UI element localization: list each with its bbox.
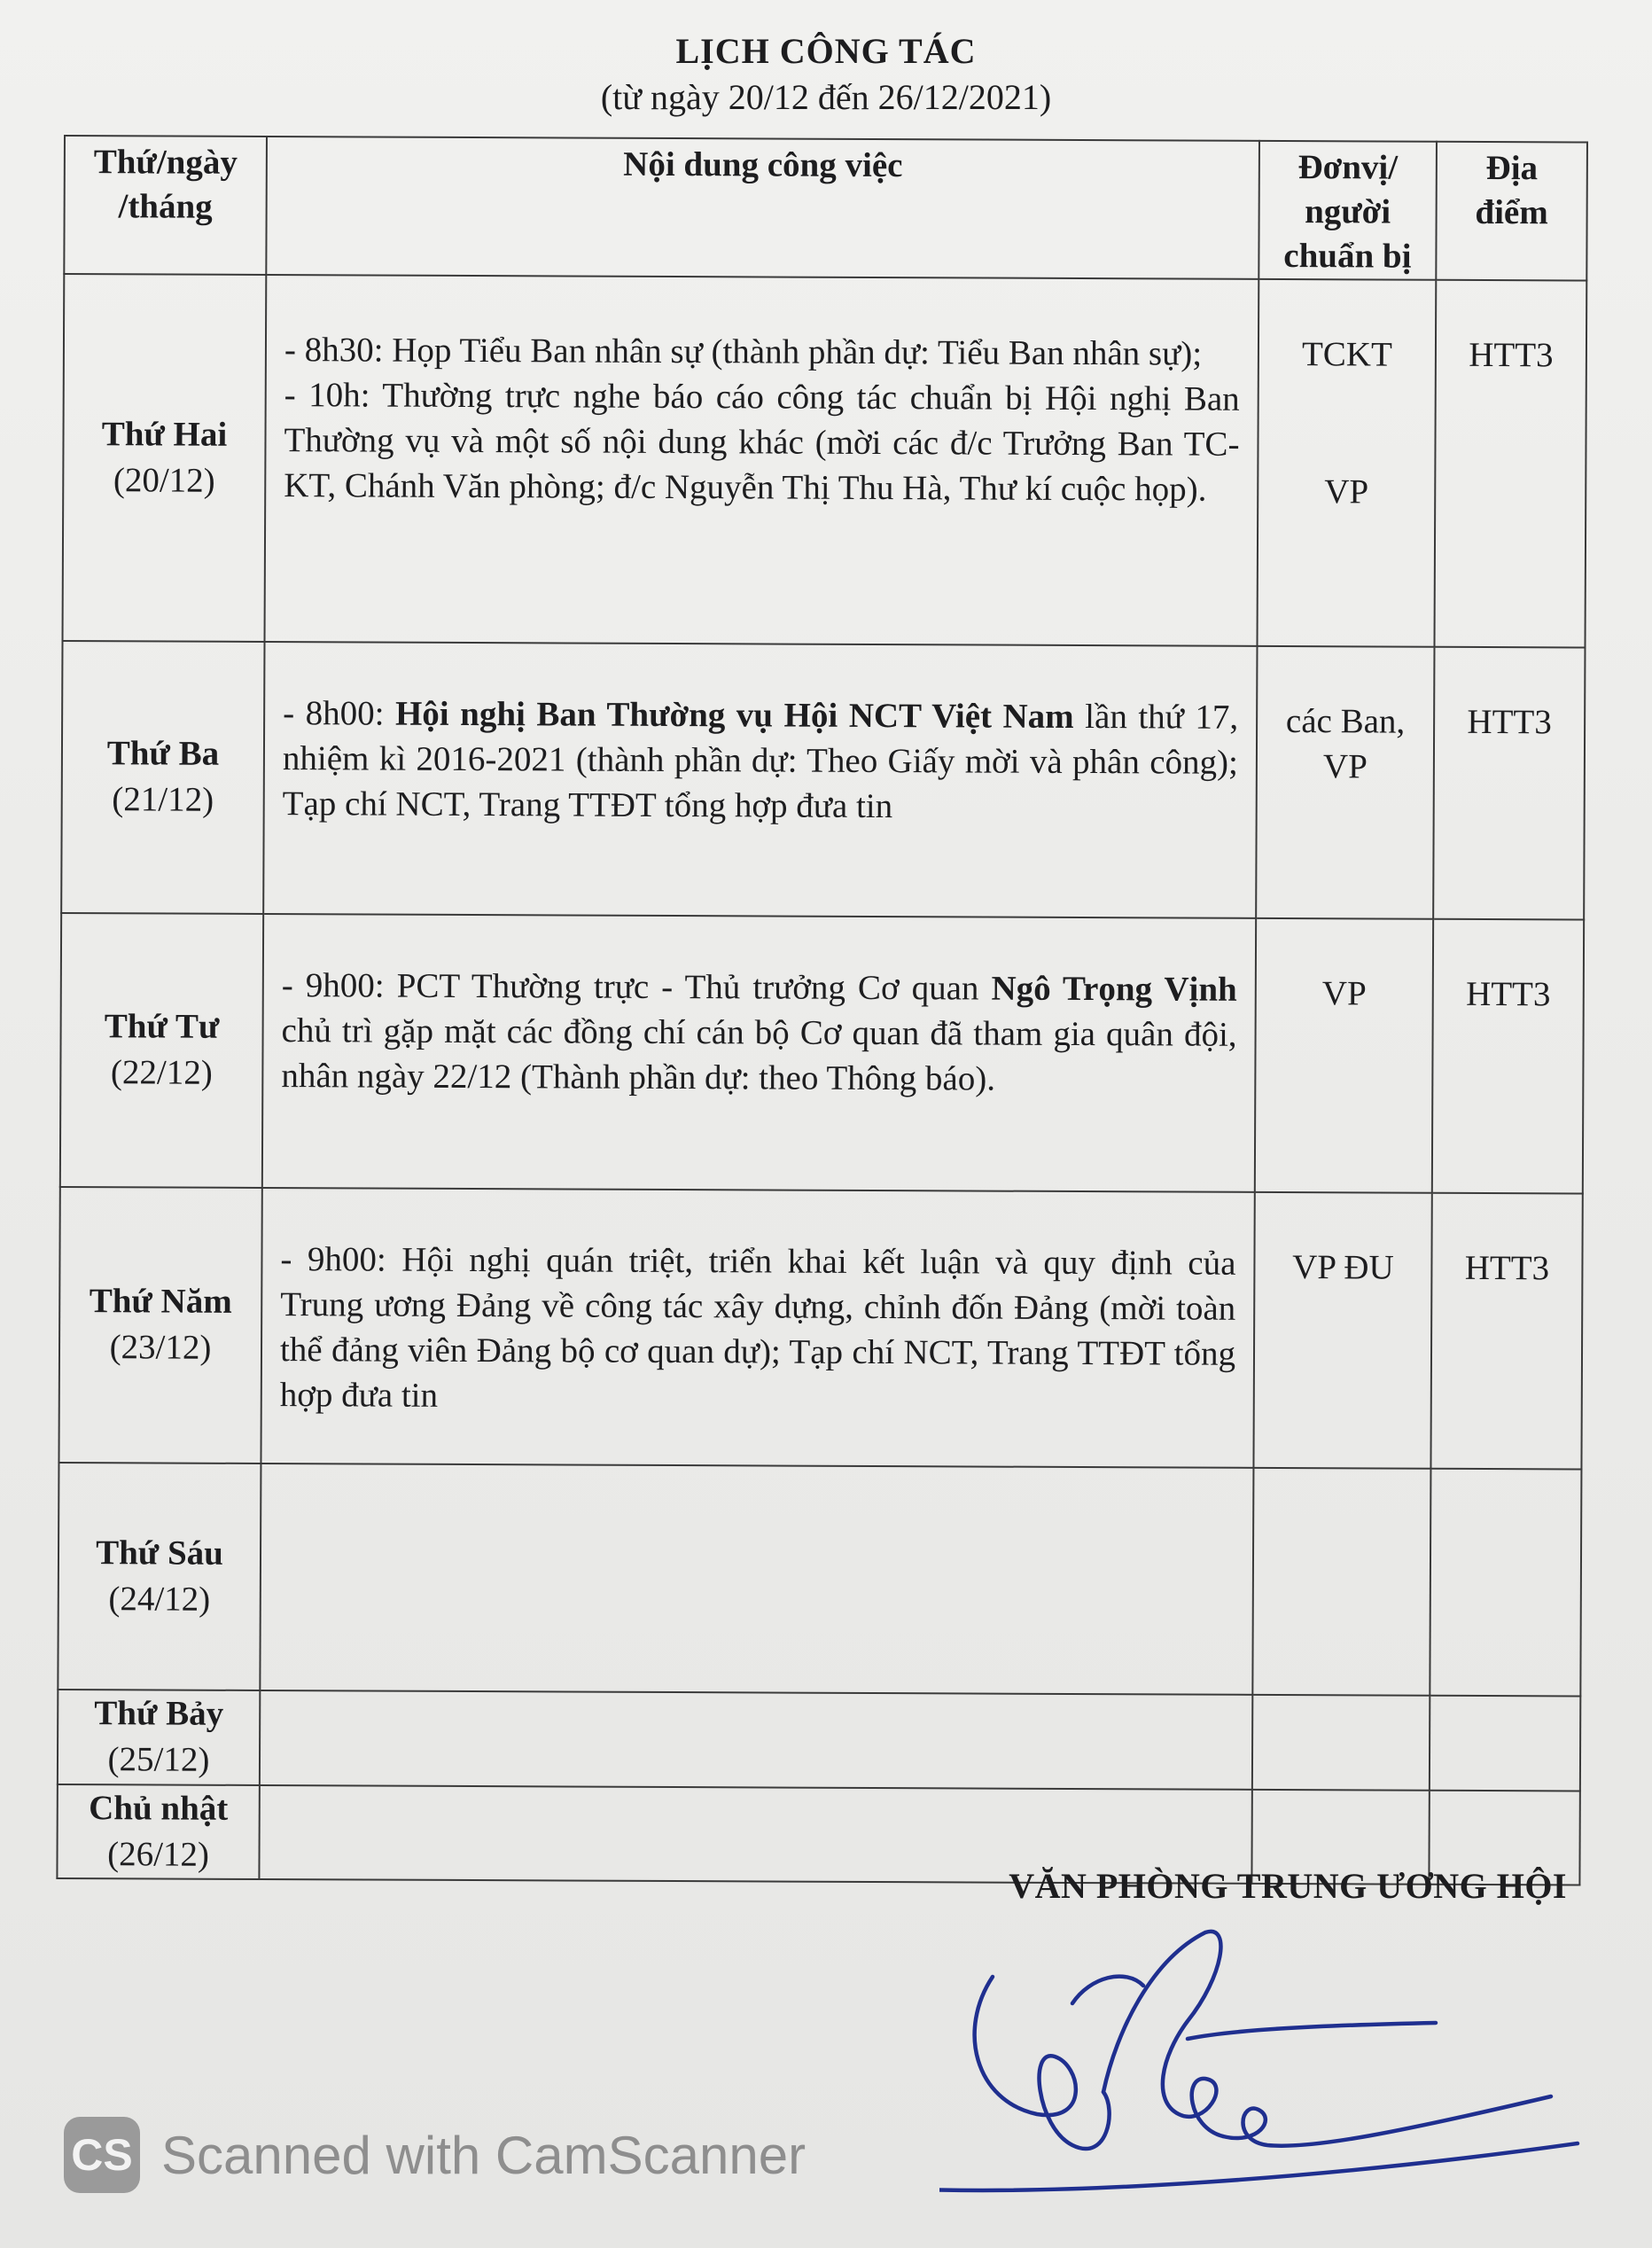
day-name: Chủ nhật (89, 1788, 229, 1828)
day-date: (20/12) (113, 461, 215, 500)
table-header-row (64, 136, 1587, 281)
place-cell: HTT3 (1432, 918, 1584, 1193)
day-name: Thứ Ba (106, 734, 220, 773)
header-unit-line2: người (1305, 192, 1391, 231)
task-text-bold: Hội nghị Ban Thường vụ Hội NCT Việt Nam (394, 694, 1074, 736)
content-cell (260, 1690, 1252, 1789)
day-cell (63, 274, 267, 641)
day-cell (57, 1784, 259, 1879)
unit-value: VP (1324, 472, 1369, 511)
place-cell (1430, 1468, 1581, 1697)
content-cell (260, 1464, 1253, 1696)
content-cell (265, 275, 1259, 645)
day-date: (21/12) (112, 780, 214, 819)
task-text: chủ trì gặp mặt các đồng chí cán bộ Cơ quan đã tham gia quân đội, nhân ngày 22/12 (Thành phần dự: theo Thông báo). (281, 1011, 1237, 1098)
table-row-friday (58, 1463, 1581, 1697)
unit-cell (1252, 1695, 1430, 1790)
task-text: - 9h00: PCT Thường trực - Thủ trưởng Cơ quan (281, 965, 992, 1008)
unit-cell (1256, 646, 1434, 919)
table-row-monday (63, 274, 1587, 647)
task-item: - 10h: Thường trực nghe báo cáo công tác chuẩn bị Hội nghị Ban Thường vụ và một số nội dung khác (mời các đ/c Trưởng Ban TC-KT, Chánh Văn phòng; đ/c Nguyễn Thị Thu Hà, Thư kí cuộc họp). (284, 376, 1240, 510)
signer-title: VĂN PHÒNG TRUNG ƯƠNG HỘI (1009, 1866, 1567, 1906)
task-text: - 8h00: (283, 693, 396, 733)
day-cell (60, 913, 263, 1188)
header-place-line2: điểm (1475, 192, 1548, 232)
day-cell (61, 641, 264, 914)
document-subtitle: (từ ngày 20/12 đến 26/12/2021) (600, 77, 1052, 117)
task-text-bold: Ngô Trọng Vịnh (991, 969, 1237, 1009)
watermark-text: Scanned with CamScanner (161, 2125, 807, 2185)
place-cell (1430, 1696, 1580, 1791)
header-content: Nội dung công việc (266, 137, 1259, 279)
unit-value: VP (1322, 746, 1368, 786)
header-day-line1: Thứ/ngày (93, 143, 238, 182)
unit-cell (1252, 1467, 1430, 1696)
unit-value: các Ban, (1285, 701, 1406, 741)
table-row-thursday (58, 1187, 1582, 1469)
day-date: (24/12) (108, 1580, 211, 1619)
table-row-saturday (58, 1690, 1580, 1791)
day-cell (58, 1187, 261, 1464)
place-cell: HTT3 (1430, 1192, 1582, 1469)
unit-value: TCKT (1301, 335, 1392, 375)
day-date: (22/12) (110, 1053, 213, 1092)
schedule-table (56, 135, 1588, 1885)
camscanner-logo-icon: CS (64, 2117, 140, 2193)
header-place-line1: Địa (1485, 149, 1539, 188)
header-unit (1258, 141, 1437, 280)
header-day (64, 136, 267, 275)
task-item: - 8h30: Họp Tiểu Ban nhân sự (thành phần dự: Tiểu Ban nhân sự); (284, 331, 1203, 374)
camscanner-watermark (64, 2115, 806, 2195)
day-name: Thứ Sáu (96, 1534, 223, 1573)
day-date: (23/12) (109, 1328, 212, 1367)
unit-cell: VP ĐU (1253, 1191, 1431, 1468)
header-unit-line3: chuẩn bị (1283, 237, 1412, 276)
place-cell: HTT3 (1433, 646, 1585, 919)
day-name: Thứ Tư (104, 1007, 220, 1046)
signature-image (939, 1924, 1613, 2216)
unit-cell (1257, 279, 1436, 646)
day-name: Thứ Hai (101, 415, 228, 454)
document-title: LỊCH CÔNG TÁC (675, 31, 977, 71)
content-cell (262, 914, 1256, 1192)
header-unit-line1: Đơnvị/ (1297, 148, 1399, 187)
header-place (1436, 142, 1587, 281)
header-day-line2: /tháng (118, 187, 213, 226)
day-date: (25/12) (107, 1740, 210, 1780)
day-cell (58, 1690, 260, 1784)
day-name: Thứ Bảy (94, 1694, 224, 1734)
place-cell: HTT3 (1434, 280, 1586, 647)
content-cell: - 9h00: Hội nghị quán triệt, triển khai kết luận và quy định của Trung ương Đảng về công tác xây dựng, chỉnh đốn Đảng (mời toàn thể đảng viên Đảng bộ cơ quan dự); Tạp chí NCT, Trang TTĐT tổng hợp đưa tin (261, 1188, 1254, 1468)
day-date: (26/12) (107, 1835, 210, 1874)
task-text: lần thứ 17, nhiệm kì 2016-2021 (thành phần dự: Theo Giấy mời và phân công); Tạp chí NCT, Trang TTĐT tổng hợp đưa tin (282, 697, 1239, 825)
table-row-wednesday (60, 913, 1584, 1193)
day-cell (58, 1463, 261, 1691)
table-row-tuesday (61, 641, 1585, 919)
day-name: Thứ Năm (89, 1282, 232, 1321)
unit-cell: VP (1255, 918, 1433, 1193)
content-cell (263, 642, 1257, 918)
